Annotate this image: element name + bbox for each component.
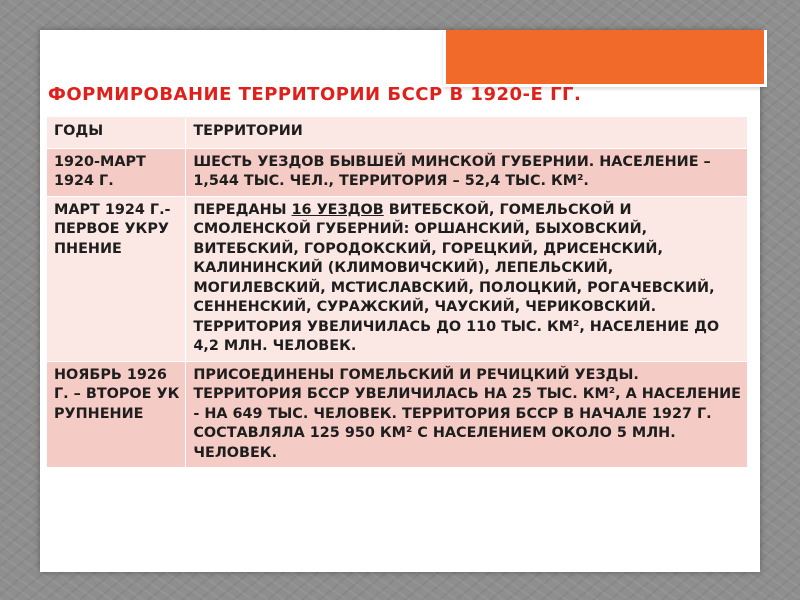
header-years: ГОДЫ (47, 117, 186, 149)
row-text-prefix: ПЕРЕДАНЫ (193, 201, 292, 218)
territory-table (46, 116, 748, 468)
row-year: МАРТ 1924 Г.-ПЕРВОЕ УКРУПНЕНИЕ (47, 196, 186, 361)
row-text (186, 196, 748, 361)
accent-block (443, 30, 767, 87)
row-year: 1920-МАРТ 1924 Г. (47, 148, 186, 196)
row-text-underlined: 16 УЕЗДОВ (291, 201, 384, 218)
table-row (47, 148, 748, 196)
slide-title: ФОРМИРОВАНИЕ ТЕРРИТОРИИ БССР В 1920-Е ГГ. (48, 84, 582, 105)
table-row (47, 196, 748, 361)
table-header-row (47, 117, 748, 149)
row-year: НОЯБРЬ 1926 Г. – ВТОРОЕ УКРУПНЕНИЕ (47, 361, 186, 468)
row-text: ПРИСОЕДИНЕНЫ ГОМЕЛЬСКИЙ И РЕЧИЦКИЙ УЕЗДЫ. ТЕРРИТОРИЯ БССР УВЕЛИЧИЛАСЬ НА 25 ТЫС. КМ², А НАСЕЛЕНИЕ - НА 649 ТЫС. ЧЕЛОВЕК. ТЕРРИТОРИЯ БССР В НАЧАЛЕ 1927 Г. СОСТАВЛЯЛА 125 950 КМ² С НАСЕЛЕНИЕМ ОКОЛО 5 МЛН. ЧЕЛОВЕК. (186, 361, 748, 468)
row-text: ШЕСТЬ УЕЗДОВ БЫВШЕЙ МИНСКОЙ ГУБЕРНИИ. НАСЕЛЕНИЕ – 1,544 ТЫС. ЧЕЛ., ТЕРРИТОРИЯ – 52,4 ТЫС. КМ². (186, 148, 748, 196)
row-text-rest: ВИТЕБСКОЙ, ГОМЕЛЬСКОЙ И СМОЛЕНСКОЙ ГУБЕРНИЙ: ОРШАНСКИЙ, БЫХОВСКИЙ, ВИТЕБСКИЙ, ГОРОДОКСКИЙ, ГОРЕЦКИЙ, ДРИСЕНСКИЙ, КАЛИНИНСКИЙ (КЛИМОВИЧСКИЙ), ЛЕПЕЛЬСКИЙ, МОГИЛЕВСКИЙ, МСТИСЛАВСКИЙ, ПОЛОЦКИЙ, РОГАЧЕВСКИЙ, СЕННЕНСКИЙ, СУРАЖСКИЙ, ЧАУСКИЙ, ЧЕРИКОВСКИЙ. ТЕРРИТОРИЯ УВЕЛИЧИЛАСЬ ДО 110 ТЫС. КМ², НАСЕЛЕНИЕ ДО 4,2 МЛН. ЧЕЛОВЕК. (193, 201, 720, 354)
table-row (47, 361, 748, 468)
header-territories: ТЕРРИТОРИИ (186, 117, 748, 149)
